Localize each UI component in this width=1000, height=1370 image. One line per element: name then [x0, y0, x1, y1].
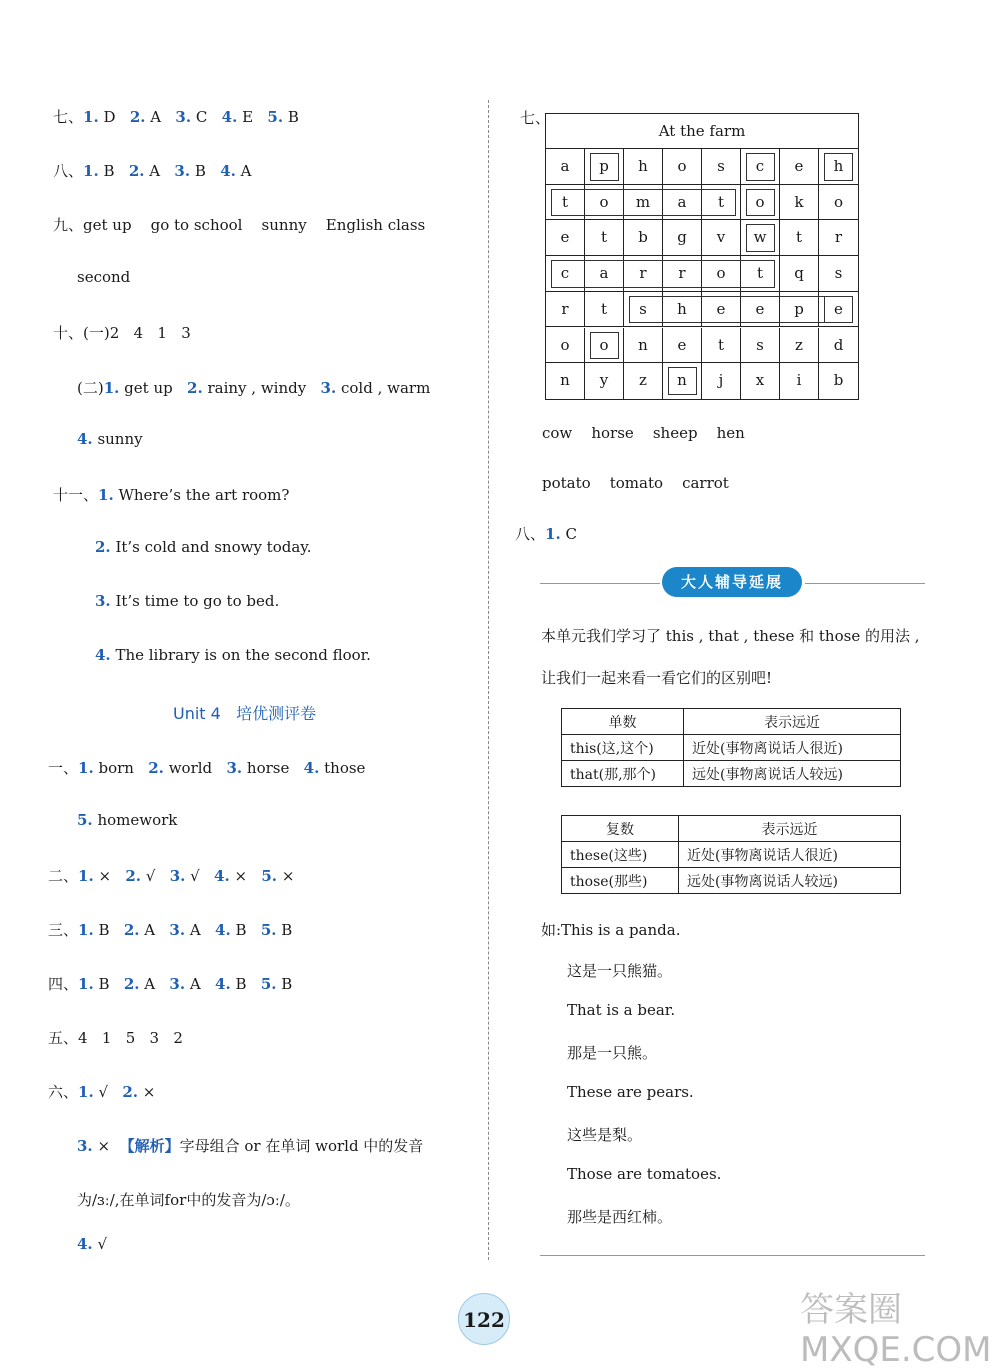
grid-cell: z — [780, 328, 819, 364]
grid-cell: n — [624, 328, 663, 364]
table-row — [562, 842, 901, 868]
grid-cell: i — [780, 363, 819, 399]
grid-cell: s — [624, 292, 663, 328]
unit-title: Unit 4 培优测评卷 — [173, 704, 317, 723]
q8-answers: 八、1. B 2. A 3. B 4. A — [53, 162, 252, 180]
table-cell: 表示远近 — [679, 816, 901, 842]
grid-cell: e — [546, 220, 585, 256]
grid-cell: m — [624, 185, 663, 221]
q10-part1: 十、(一)2 4 1 3 — [53, 324, 191, 342]
grid-cell: e — [702, 292, 741, 328]
grid-cell: j — [702, 363, 741, 399]
banner-rule-left — [540, 583, 660, 584]
u6-answers: 六、1. √ 2. × — [48, 1083, 156, 1101]
q8-right: 八、1. C — [515, 525, 577, 543]
word-highlight — [590, 153, 619, 181]
grid-cell: b — [624, 220, 663, 256]
grid-cell: t — [585, 220, 624, 256]
u6-item-3: 3. × 【解析】字母组合 or 在单词 world 中的发音 — [77, 1137, 424, 1155]
grid-cell: a — [663, 185, 702, 221]
table-row — [562, 868, 901, 894]
table-cell: 表示远近 — [684, 709, 901, 735]
bottom-rule — [540, 1255, 925, 1256]
grid-cell: e — [819, 292, 858, 328]
intro-line-2: 让我们一起来看一看它们的区别吧! — [541, 669, 773, 687]
grid-cell: o — [702, 256, 741, 292]
grid-cell: h — [663, 292, 702, 328]
q9-answers-cont: second — [77, 268, 131, 286]
q11-item-1: 十一、1. Where’s the art room? — [53, 486, 290, 504]
word-highlight — [824, 153, 853, 181]
grid-cell: t — [546, 185, 585, 221]
grid-cell: y — [585, 363, 624, 399]
example-line: 这些是梨。 — [567, 1126, 643, 1144]
grid-cell: t — [702, 328, 741, 364]
grid-cell: o — [663, 149, 702, 185]
grid-cell: p — [780, 292, 819, 328]
grid-cell: o — [546, 328, 585, 364]
intro-line-1: 本单元我们学习了 this , that , these 和 those 的用法 , — [541, 627, 920, 645]
u1-answers-cont: 5. homework — [77, 811, 178, 829]
u6-item-3-cont: 为/ɜː/,在单词for中的发音为/ɔː/。 — [77, 1191, 300, 1209]
word-highlight — [746, 153, 775, 181]
grid-cell: n — [546, 363, 585, 399]
grid-cell: b — [833, 371, 844, 390]
banner-title: 大人辅导延展 — [662, 567, 802, 597]
grid-cell: o — [741, 185, 780, 221]
grid-cell: t — [741, 256, 780, 292]
example-line: These are pears. — [567, 1083, 694, 1101]
grid-cell: h — [624, 149, 663, 185]
banner-rule-right — [805, 583, 925, 584]
example-line: Those are tomatoes. — [567, 1165, 722, 1183]
q11-item-2: 2. It’s cold and snowy today. — [95, 538, 312, 556]
word-highlight — [551, 189, 736, 217]
grid-cell: s — [741, 328, 780, 364]
table-cell: 近处(事物离说话人很近) — [684, 735, 901, 761]
q10-part2-cont: 4. sunny — [77, 430, 143, 448]
vegetable-words: potato tomato carrot — [542, 474, 729, 492]
grid-cell: r — [624, 256, 663, 292]
grid-cells — [546, 149, 858, 399]
grid-cell: c — [546, 256, 585, 292]
u2-answers: 二、1. × 2. √ 3. √ 4. × 5. × — [48, 867, 295, 885]
table-cell: that(那,那个) — [562, 761, 684, 787]
table-row — [562, 735, 901, 761]
q11-item-4: 4. The library is on the second floor. — [95, 646, 371, 664]
singular-table — [561, 708, 901, 787]
plural-table — [561, 815, 901, 894]
u6-item-4: 4. √ — [77, 1235, 108, 1253]
grid-cell: t — [702, 185, 741, 221]
grid-cell: s — [819, 256, 858, 292]
table-cell: this(这,这个) — [562, 735, 684, 761]
page-number: 122 — [458, 1293, 510, 1345]
example-line: 如:This is a panda. — [541, 921, 681, 939]
grid-cell: r — [819, 220, 858, 256]
q7-answers: 七、1. D 2. A 3. C 4. E 5. B — [53, 108, 299, 126]
grid-cell: o — [585, 185, 624, 221]
q7-label: 七、 — [520, 109, 551, 127]
word-highlight — [668, 367, 697, 395]
grid-cell: g — [663, 220, 702, 256]
grid-cell: t — [585, 292, 624, 328]
table-row — [562, 709, 901, 735]
q9-answers: 九、get up go to school sunny English class — [53, 216, 426, 234]
grid-cell: e — [663, 328, 702, 364]
example-line: That is a bear. — [567, 1001, 676, 1019]
grid-cell: w — [741, 220, 780, 256]
grid-cell: v — [702, 220, 741, 256]
grid-cell: e — [741, 292, 780, 328]
table-cell: those(那些) — [562, 868, 679, 894]
grid-cell: t — [780, 220, 819, 256]
word-search-grid — [545, 113, 859, 400]
example-line: 那些是西红柿。 — [567, 1208, 673, 1226]
grid-cell: o — [585, 328, 624, 364]
grid-cell: x — [741, 363, 780, 399]
grid-cell: n — [663, 363, 702, 399]
u1-answers: 一、1. born 2. world 3. horse 4. those — [48, 759, 366, 777]
grid-cell: c — [741, 149, 780, 185]
grid-cell: r — [546, 292, 585, 328]
u4-answers: 四、1. B 2. A 3. A 4. B 5. B — [48, 975, 293, 993]
grid-title: At the farm — [546, 114, 858, 149]
table-row — [562, 761, 901, 787]
grid-cell: r — [663, 256, 702, 292]
grid-cell: z — [624, 363, 663, 399]
grid-cell: e — [780, 149, 819, 185]
table-cell: 复数 — [562, 816, 679, 842]
word-highlight — [629, 296, 853, 324]
q10-part2: (二)1. get up 2. rainy , windy 3. cold , warm — [77, 379, 431, 397]
grid-cell: s — [702, 149, 741, 185]
grid-cell: a — [546, 149, 585, 185]
grid-cell: a — [585, 256, 624, 292]
word-highlight — [746, 224, 775, 252]
table-row — [562, 816, 901, 842]
table-cell: these(这些) — [562, 842, 679, 868]
table-cell: 远处(事物离说话人较远) — [679, 868, 901, 894]
word-highlight — [824, 296, 853, 324]
word-highlight — [551, 260, 775, 288]
grid-cell: h — [819, 149, 858, 185]
example-line: 这是一只熊猫。 — [567, 962, 673, 980]
word-highlight — [746, 189, 775, 217]
animal-words: cow horse sheep hen — [542, 424, 745, 442]
table-cell: 单数 — [562, 709, 684, 735]
table-cell: 近处(事物离说话人很近) — [679, 842, 901, 868]
grid-cell: p — [585, 149, 624, 185]
grid-cell: k — [780, 185, 819, 221]
grid-cell: d — [819, 328, 858, 364]
grid-cell: q — [780, 256, 819, 292]
word-highlight — [590, 332, 619, 360]
grid-cell: o — [819, 185, 858, 221]
u5-answers: 五、4 1 5 3 2 — [48, 1029, 183, 1047]
example-line: 那是一只熊。 — [567, 1044, 658, 1062]
table-cell: 远处(事物离说话人较远) — [684, 761, 901, 787]
watermark: 答案圈 MXQE.COM — [800, 1290, 992, 1370]
u3-answers: 三、1. B 2. A 3. A 4. B 5. B — [48, 921, 293, 939]
column-divider — [488, 100, 489, 1260]
q11-item-3: 3. It’s time to go to bed. — [95, 592, 280, 610]
